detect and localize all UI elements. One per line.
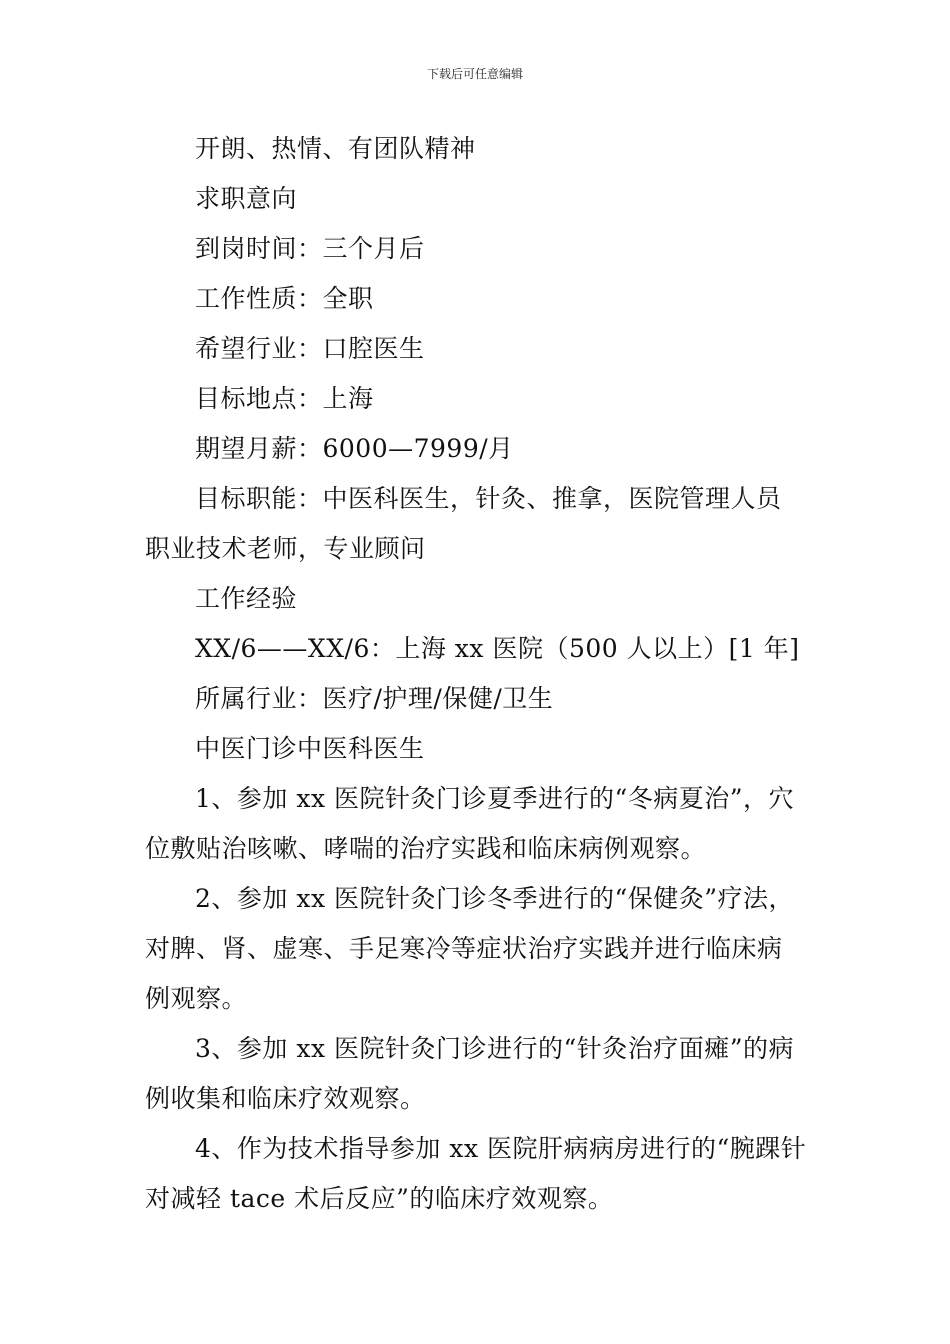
- item-2-line-3: 例观察。: [145, 984, 248, 1013]
- item-2-line-1: 2、参加 xx 医院针灸门诊冬季进行的“保健灸”疗法，: [195, 884, 795, 913]
- line-position: 中医门诊中医科医生: [195, 734, 425, 763]
- item-4-line-2: 对减轻 tace 术后反应”的临床疗效观察。: [145, 1184, 614, 1213]
- line-desired-industry: 希望行业：口腔医生: [195, 334, 425, 363]
- item-1-line-2: 位敷贴治咳嗽、哮喘的治疗实践和临床病例观察。: [145, 834, 707, 863]
- item-3-line-1: 3、参加 xx 医院针灸门诊进行的“针灸治疗面瘫”的病: [195, 1034, 795, 1063]
- line-start-time: 到岗时间：三个月后: [195, 234, 425, 263]
- item-4-line-1: 4、作为技术指导参加 xx 医院肝病病房进行的“腕踝针: [195, 1134, 807, 1163]
- page-header: [0, 66, 950, 82]
- line-industry: 所属行业：医疗/护理/保健/卫生: [195, 684, 554, 713]
- header-note: 下载后可任意编辑: [426, 67, 523, 81]
- document-body: [145, 124, 805, 1224]
- line-target-location: 目标地点：上海: [195, 384, 374, 413]
- line-target-function-cont: 职业技术老师，专业顾问: [145, 534, 426, 563]
- section-heading-work-experience: 工作经验: [195, 584, 298, 613]
- item-3-line-2: 例收集和临床疗效观察。: [145, 1084, 426, 1113]
- item-1-line-1: 1、参加 xx 医院针灸门诊夏季进行的“冬病夏治”，穴: [195, 784, 795, 813]
- line-target-function: 目标职能：中医科医生，针灸、推拿，医院管理人员: [195, 484, 782, 513]
- line-experience-period: XX/6——XX/6：上海 xx 医院（500 人以上）[1 年]: [195, 634, 800, 663]
- item-2-line-2: 对脾、肾、虚寒、手足寒冷等症状治疗实践并进行临床病: [145, 934, 783, 963]
- line-expected-salary: 期望月薪：6000—7999/月: [195, 434, 514, 463]
- line-personality: 开朗、热情、有团队精神: [195, 134, 476, 163]
- line-job-type: 工作性质：全职: [195, 284, 374, 313]
- section-heading-job-intention: 求职意向: [195, 184, 298, 213]
